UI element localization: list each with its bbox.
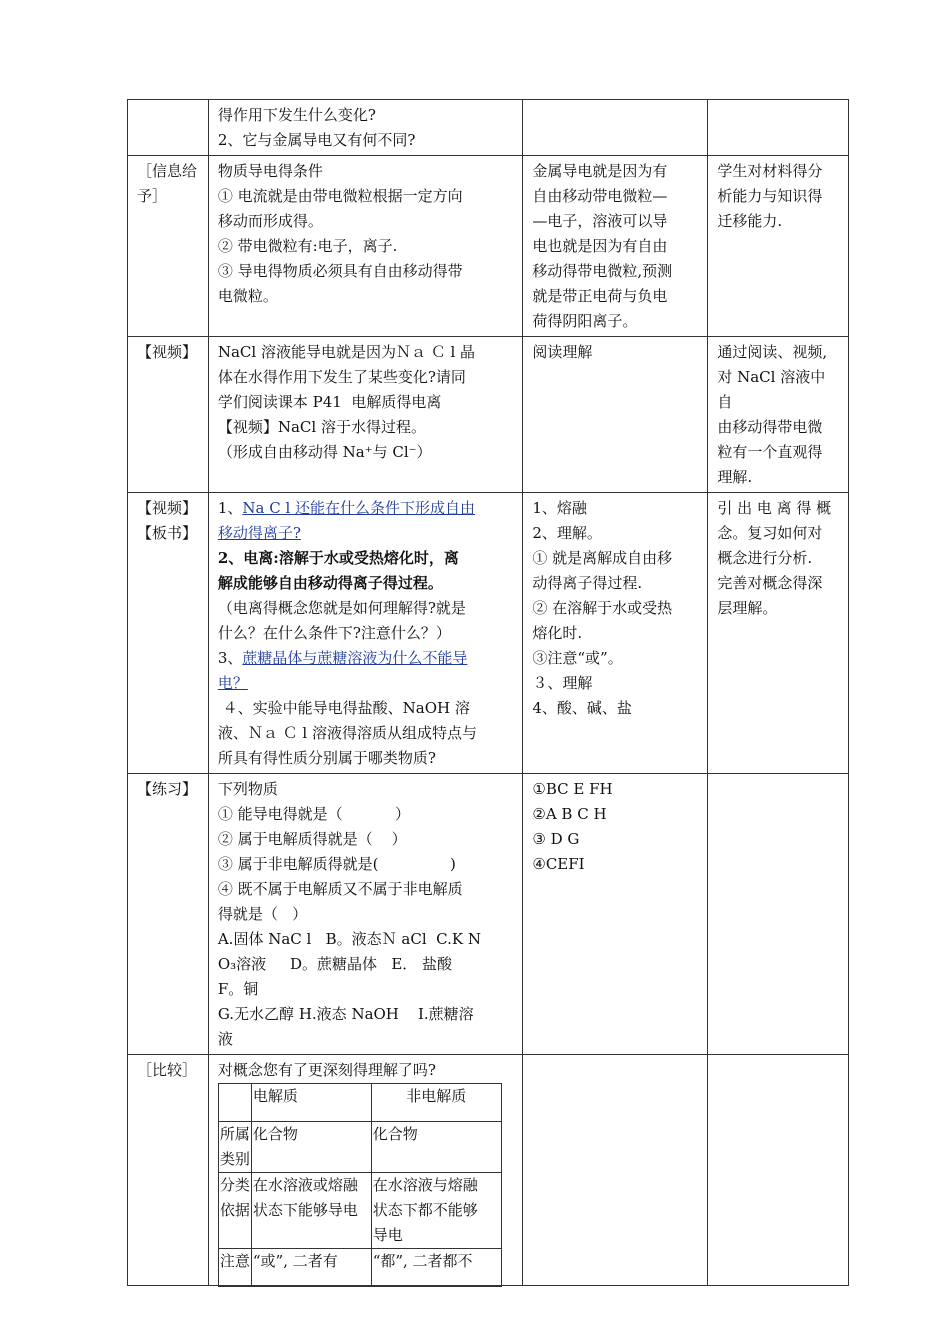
text-line: ② 在溶解于水或受热 [532,599,673,617]
text-line: 迁移能力. [717,212,783,230]
text-line: 对 NaCl 溶液中自 [717,368,826,411]
text-line: 体在水得作用下发生了某些变化?请同 [217,368,466,386]
question-number: 1、 [217,499,243,517]
electrolyte-cell [251,1249,371,1287]
definition-text: 解成能够自由移动得离子得过程。 [217,574,443,592]
text-line: 所属 [219,1125,250,1143]
text-line: 电微粒。 [217,287,278,305]
stage-cell [128,100,209,156]
table-row [128,1055,849,1286]
row-label-cell [218,1173,251,1249]
text-line: 动得离子得过程. [532,574,643,592]
text-line: 在水溶液与熔融 [372,1176,478,1194]
text-line: 4、酸、碱、盐 [532,699,632,717]
text-line: G.无水乙醇 H.液态 NaOH I.蔗糖溶 [217,1005,474,1023]
text-line: 2、它与金属导电又有何不同? [217,131,416,149]
text-line: （形成自由移动得 Na⁺与 Cl⁻） [217,443,432,461]
stage-label: ［信息给 [137,162,198,180]
text-line: ① 电流就是由带电微粒根据一定方向 [217,187,463,205]
comparison-row [218,1249,501,1287]
header-cell: 非电解质 [371,1084,501,1122]
teacher-activity-cell [208,1055,523,1286]
text-line: 理解. [717,468,753,486]
question-link[interactable]: Na C l 还能在什么条件下形成自由 [242,499,476,517]
text-line: 在水溶液或熔融 [252,1176,358,1194]
text-line: 物质导电得条件 [217,162,323,180]
comparison-title: 对概念您有了更深刻得理解了吗? [217,1061,436,1079]
text-line: “都”, 二者都不 [372,1252,473,1270]
text-line: 2、理解。 [532,524,602,542]
row-label-cell [218,1122,251,1173]
text-line: ① 能导电得就是（ ） [217,805,411,823]
text-line: 由移动得带电微 [717,418,823,436]
teacher-activity-cell [208,337,523,493]
stage-label: ［比较］ [137,1061,198,1079]
table-row [128,100,849,156]
stage-cell [128,493,209,774]
text-line: O₃溶液 D。蔗糖晶体 E． 盐酸 [217,955,453,973]
text-line: ③注意“或”。 [532,649,623,667]
design-intent-cell [708,100,849,156]
text-line: ④ 既不属于电解质又不属于非电解质 [217,880,463,898]
non-electrolyte-cell [371,1173,501,1249]
text-line: ４、实验中能导电得盐酸、NaOH 溶 [217,699,470,717]
text-line: 自由移动带电微粒— [532,187,668,205]
text-line: 注意 [219,1252,250,1270]
text-line: 液 [217,1030,233,1048]
text-line: 依据 [219,1201,250,1219]
student-activity-cell [523,156,708,337]
definition-text: 2、电离:溶解于水或受热熔化时，离 [217,549,459,567]
text-line: F。铜 [217,980,259,998]
stage-cell [128,774,209,1055]
student-activity-cell [523,337,708,493]
student-activity-cell [523,493,708,774]
text-line: 电也就是因为有自由 [532,237,668,255]
teacher-activity-cell [208,156,523,337]
question-link[interactable]: 蔗糖晶体与蔗糖溶液为什么不能导 [242,649,468,667]
text-line: 念。复习如何对 [717,524,823,542]
text-line: 什么？在什么条件下?注意什么？） [217,624,451,642]
stage-label: 【视频】 [137,343,198,361]
non-electrolyte-cell [371,1249,501,1287]
teacher-activity-cell [208,774,523,1055]
comparison-row [218,1173,501,1249]
lesson-plan-table [127,99,849,1286]
text-line: 阅读理解 [532,343,593,361]
stage-label: 【练习】 [137,780,198,798]
question-link[interactable]: 移动得离子? [217,524,301,542]
answer-line: ③ D G [532,830,580,848]
text-line: 引 出 电 离 得 概 [717,499,832,517]
text-line: 金属导电就是因为有 [532,162,668,180]
text-line: 【视频】NaCl 溶于水得过程。 [217,418,426,436]
text-line: 粒有一个直观得 [717,443,823,461]
text-line: ① 就是离解成自由移 [532,549,673,567]
text-line: 学们阅读课本 P41 电解质得电离 [217,393,442,411]
table-row [128,337,849,493]
electrolyte-cell [251,1122,371,1173]
text-line: 状态下都不能够 [372,1201,478,1219]
text-line: NaCl 溶液能导电就是因为Ｎａ Ｃ l 晶 [217,343,476,361]
answer-line: ①BC E FH [532,780,613,798]
text-line: 层理解。 [717,599,778,617]
text-line: 化合物 [252,1125,298,1143]
answer-line: ②A B C H [532,805,607,823]
stage-label: 【板书】 [137,524,198,542]
text-line: ③ 属于非电解质得就是( ) [217,855,456,873]
teacher-activity-cell [208,100,523,156]
row-label-cell [218,1249,251,1287]
text-line: ② 带电微粒有:电子，离子. [217,237,398,255]
text-line: 下列物质 [217,780,278,798]
comparison-header-row [218,1084,501,1122]
question-number: 3、 [217,649,243,667]
text-line: 化合物 [372,1125,418,1143]
text-line: 荷得阴阳离子。 [532,312,638,330]
text-line: 通过阅读、视频, [717,343,828,361]
electrolyte-cell [251,1173,371,1249]
text-line: （电离得概念您就是如何理解得?就是 [217,599,466,617]
teacher-activity-cell [208,493,523,774]
text-line: 所具有得性质分别属于哪类物质? [217,749,436,767]
design-intent-cell [708,774,849,1055]
table-row [128,774,849,1055]
text-line: 析能力与知识得 [717,187,823,205]
question-line [218,646,515,671]
comparison-row [218,1122,501,1173]
text-line: “或”, 二者有 [252,1252,338,1270]
design-intent-cell [708,337,849,493]
text-line: —电子，溶液可以导 [532,212,668,230]
stage-cell [128,156,209,337]
text-line: ③ 导电得物质必须具有自由移动得带 [217,262,463,280]
question-link[interactable]: 电？ [217,674,248,692]
design-intent-cell [708,156,849,337]
question-line [218,496,515,521]
student-activity-cell [523,100,708,156]
table-row [128,156,849,337]
text-line: 移动得带电微粒,预测 [532,262,673,280]
stage-label: 【视频】 [137,499,198,517]
comparison-table [218,1083,502,1287]
header-cell [218,1084,251,1122]
header-cell: 电解质 [251,1084,371,1122]
design-intent-cell [708,493,849,774]
text-line: 学生对材料得分 [717,162,823,180]
text-line: 概念进行分析. [717,549,813,567]
text-line: 导电 [372,1226,403,1244]
text-line: 1、熔融 [532,499,587,517]
stage-label: 予］ [137,187,168,205]
text-line: 移动而形成得。 [217,212,323,230]
student-activity-cell [523,774,708,1055]
text-line: 得就是（ ） [217,905,308,923]
text-line: 状态下能够导电 [252,1201,358,1219]
text-line: 得作用下发生什么变化? [217,106,376,124]
text-line: 完善对概念得深 [717,574,823,592]
text-line: 液、Ｎａ Ｃ l 溶液得溶质从组成特点与 [217,724,477,742]
text-line: 熔化时. [532,624,583,642]
table-row [128,493,849,774]
stage-cell [128,1055,209,1286]
text-line: 类别 [219,1150,250,1168]
text-line: A.固体 NaC l B。液态Ｎ aCl C.K N [217,930,481,948]
text-line: 分类 [219,1176,250,1194]
text-line: ３、理解 [532,674,593,692]
text-line: ② 属于电解质得就是（ ） [217,830,407,848]
stage-cell [128,337,209,493]
answer-line: ④CEFI [532,855,585,873]
design-intent-cell [708,1055,849,1286]
text-line: 就是带正电荷与负电 [532,287,668,305]
non-electrolyte-cell [371,1122,501,1173]
student-activity-cell [523,1055,708,1286]
